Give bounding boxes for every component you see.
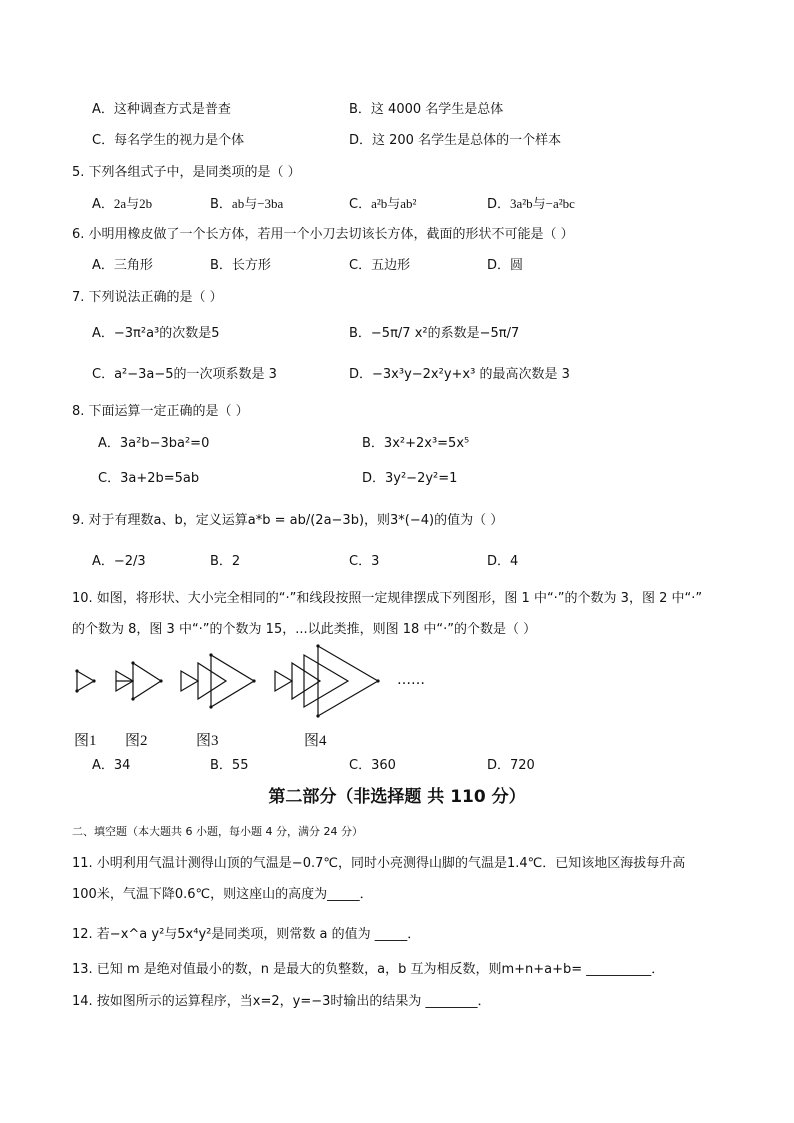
- q9-option-b: B．2: [210, 554, 241, 569]
- q13: 13. 已知 m 是绝对值最小的数，n 是最大的负整数，a，b 互为相反数，则m+n+a+b= __________．: [72, 962, 665, 977]
- fig4-mid-triangle: [292, 663, 320, 699]
- fig2-large-triangle: [133, 663, 161, 699]
- q12: 12. 若−x^a y²与5x⁴y²是同类项，则常数 a 的值为 _____．: [72, 927, 421, 942]
- q7-option-a: A．−3π²a³的次数是5: [92, 326, 220, 341]
- q4-option-a: A．这种调查方式是普查: [92, 102, 231, 117]
- q5-b-expr: ab与−3ba: [231, 196, 284, 211]
- q4-option-b: B．这 4000 名学生是总体: [349, 102, 504, 117]
- fig3-large-triangle: [211, 655, 254, 707]
- q5-option-b: B．ab与−3ba: [210, 196, 284, 212]
- q8-option-d: D．3y²−2y²=1: [362, 471, 458, 486]
- q10-option-a: A．34: [92, 758, 131, 773]
- q9-option-a: A．−2/3: [92, 554, 146, 569]
- fig1-label: 图1: [74, 733, 97, 749]
- q4-option-d: D．这 200 名学生是总体的一个样本: [349, 133, 562, 148]
- q5-stem: 5. 下列各组式子中，是同类项的是（ ）: [72, 165, 301, 180]
- fig2-label: 图2: [125, 733, 148, 749]
- q10-option-c: C．360: [349, 758, 396, 773]
- q8-option-a: A．3a²b−3ba²=0: [98, 436, 210, 451]
- fig3-label: 图3: [196, 733, 219, 749]
- q4-option-c: C．每名学生的视力是个体: [92, 133, 245, 148]
- fig3-mid-triangle: [198, 663, 226, 699]
- q10-option-d: D．720: [487, 758, 535, 773]
- q8-stem: 8. 下面运算一定正确的是（ ）: [72, 404, 249, 419]
- q6-option-d: D．圆: [487, 258, 524, 273]
- q6-option-b: B．长方形: [210, 258, 271, 273]
- q7-stem: 7. 下列说法正确的是（ ）: [72, 290, 223, 305]
- fill-in-header: 二、填空题（本大题共 6 小题，每小题 4 分，满分 24 分）: [72, 825, 363, 838]
- q6-stem: 6. 小明用橡皮做了一个长方体，若用一个小刀去切该长方体，截面的形状不可能是（ ）: [72, 227, 574, 242]
- q11-line1: 11. 小明利用气温计测得山顶的气温是−0.7℃，同时小亮测得山脚的气温是1.4℃．已知该地区海拔每升高: [72, 856, 686, 871]
- q8-option-b: B．3x²+2x³=5x⁵: [362, 436, 470, 451]
- q9-stem: 9. 对于有理数a、b，定义运算a*b = ab/(2a−3b)，则3*(−4)的值为（ ）: [72, 513, 504, 528]
- q7-option-b: B．−5π/7 x²的系数是−5π/7: [349, 326, 520, 341]
- fig3-small-triangle: [181, 671, 198, 691]
- q9-option-d: D．4: [487, 554, 519, 569]
- q5-option-a: A．2a与2b: [92, 196, 153, 212]
- q8-option-c: C．3a+2b=5ab: [98, 471, 200, 486]
- q7-option-c: C．a²−3a−5的一次项系数是 3: [92, 367, 277, 382]
- q10-stem-line2: 的个数为 8，图 3 中“·”的个数为 15，...以此类推，则图 18 中“·”的个数是（ ）: [72, 622, 537, 637]
- q6-option-c: C．五边形: [349, 258, 411, 273]
- q7-option-d: D．−3x³y−2x²y+x³ 的最高次数是 3: [349, 367, 570, 382]
- fig4-small-triangle: [275, 671, 292, 691]
- q5-d-expr: 3a²b与−a²bc: [510, 196, 575, 211]
- q5-option-c: C．a²b与ab²: [349, 196, 417, 212]
- q5-option-d: D．3a²b与−a²bc: [487, 196, 575, 212]
- q10-option-b: B．55: [210, 758, 249, 773]
- q5-c-expr: a²b与ab²: [371, 196, 417, 211]
- q9-option-c: C．3: [349, 554, 380, 569]
- part2-title: 第二部分（非选择题 共 110 分）: [268, 787, 526, 807]
- q10-stem-line1: 10. 如图，将形状、大小完全相同的“·”和线段按照一定规律摆成下列图形，图 1 中“·”的个数为 3，图 2 中“·”: [72, 591, 703, 606]
- q10-ellipsis: ……: [397, 672, 425, 688]
- q6-option-a: A．三角形: [92, 258, 153, 273]
- fig4-label: 图4: [304, 733, 327, 749]
- fig4-large-triangle: [304, 655, 348, 707]
- q11-line2: 100米，气温下降0.6℃，则这座山的高度为_____．: [72, 887, 373, 902]
- fig1-triangle: [77, 671, 94, 691]
- q5-a-expr: 2a与2b: [113, 196, 153, 211]
- q14: 14. 按如图所示的运算程序，当x=2，y=−3时输出的结果为 ________．: [72, 994, 491, 1009]
